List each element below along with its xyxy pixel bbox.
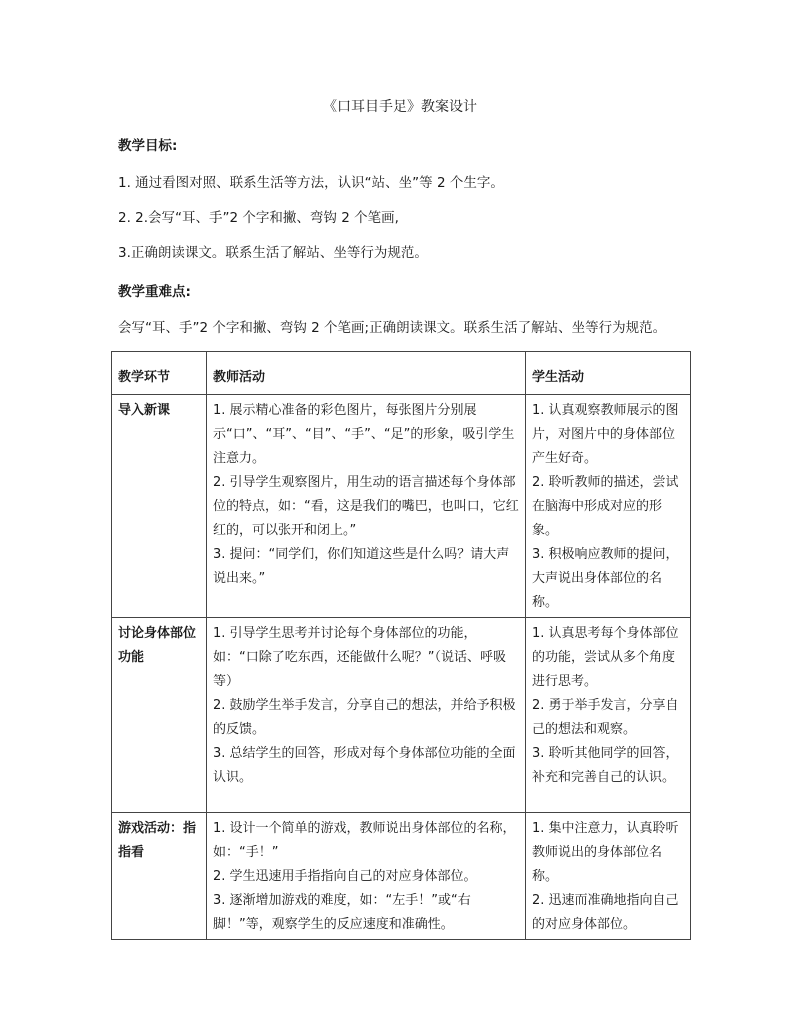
teacher-activity-cell — [207, 813, 526, 940]
keypoints-heading: 教学重难点: — [118, 284, 191, 300]
student-activity-item: 1. 集中注意力，认真聆听教师说出的身体部位名称。 — [532, 821, 679, 884]
student-activity-item: 2. 迅速而准确地指向自己的对应身体部位。 — [532, 893, 679, 932]
header-stage: 教学环节 — [112, 352, 207, 395]
table-row — [112, 395, 691, 618]
lesson-plan-table — [111, 351, 691, 940]
student-activity-item: 2. 聆听教师的描述，尝试在脑海中形成对应的形象。 — [532, 475, 679, 538]
student-activity-cell — [526, 813, 691, 940]
stage-cell: 导入新课 — [112, 395, 207, 618]
teacher-activity-item: 3. 总结学生的回答，形成对每个身体部位功能的全面认识。 — [213, 746, 516, 785]
objective-item: 1. 通过看图对照、联系生活等方法，认识“站、坐”等 2 个生字。 — [118, 175, 504, 191]
stage-cell: 讨论身体部位功能 — [112, 618, 207, 813]
table-row — [112, 618, 691, 813]
table-row — [112, 813, 691, 940]
keypoints-text: 会写“耳、手”2 个字和撇、弯钩 2 个笔画;正确朗读课文。联系生活了解站、坐等行为规范。 — [118, 320, 667, 336]
teacher-activity-cell — [207, 395, 526, 618]
objective-item: 2. 2.会写“耳、手”2 个字和撇、弯钩 2 个笔画, — [118, 210, 399, 226]
teacher-activity-item: 1. 展示精心准备的彩色图片，每张图片分别展示“口”、“耳”、“目”、“手”、“足”的形象，吸引学生注意力。 — [213, 403, 515, 466]
student-activity-item: 2. 勇于举手发言，分享自己的想法和观察。 — [532, 698, 679, 737]
teacher-activity-item: 2. 引导学生观察图片，用生动的语言描述每个身体部位的特点，如：“看，这是我们的嘴巴，也叫口，它红红的，可以张开和闭上。” — [213, 475, 519, 538]
header-student: 学生活动 — [526, 352, 691, 395]
student-activity-cell — [526, 618, 691, 813]
teacher-activity-item: 3. 逐渐增加游戏的难度，如：“左手！”或“右脚！”等，观察学生的反应速度和准确性。 — [213, 893, 471, 932]
student-activity-item: 3. 聆听其他同学的回答，补充和完善自己的认识。 — [532, 746, 679, 785]
teacher-activity-item: 1. 引导学生思考并讨论每个身体部位的功能，如：“口除了吃东西，还能做什么呢？”（说话、呼吸等） — [213, 626, 506, 689]
table-header-row — [112, 352, 691, 395]
objectives-heading: 教学目标: — [118, 138, 178, 154]
objective-item: 3.正确朗读课文。联系生活了解站、坐等行为规范。 — [118, 245, 428, 261]
student-activity-item: 1. 认真思考每个身体部位的功能，尝试从多个角度进行思考。 — [532, 626, 679, 689]
document-title: 《口耳目手足》教案设计 — [323, 99, 477, 115]
student-activity-cell — [526, 395, 691, 618]
teacher-activity-item: 3. 提问：“同学们，你们知道这些是什么吗？请大声说出来。” — [213, 547, 510, 586]
teacher-activity-item: 2. 学生迅速用手指指向自己的对应身体部位。 — [213, 869, 477, 884]
header-teacher: 教师活动 — [207, 352, 526, 395]
teacher-activity-item: 2. 鼓励学生举手发言，分享自己的想法，并给予积极的反馈。 — [213, 698, 516, 737]
student-activity-item: 3. 积极响应教师的提问，大声说出身体部位的名称。 — [532, 547, 679, 610]
teacher-activity-cell — [207, 618, 526, 813]
student-activity-item: 1. 认真观察教师展示的图片，对图片中的身体部位产生好奇。 — [532, 403, 679, 466]
stage-cell: 游戏活动：指指看 — [112, 813, 207, 940]
teacher-activity-item: 1. 设计一个简单的游戏，教师说出身体部位的名称，如：“手！” — [213, 821, 516, 860]
